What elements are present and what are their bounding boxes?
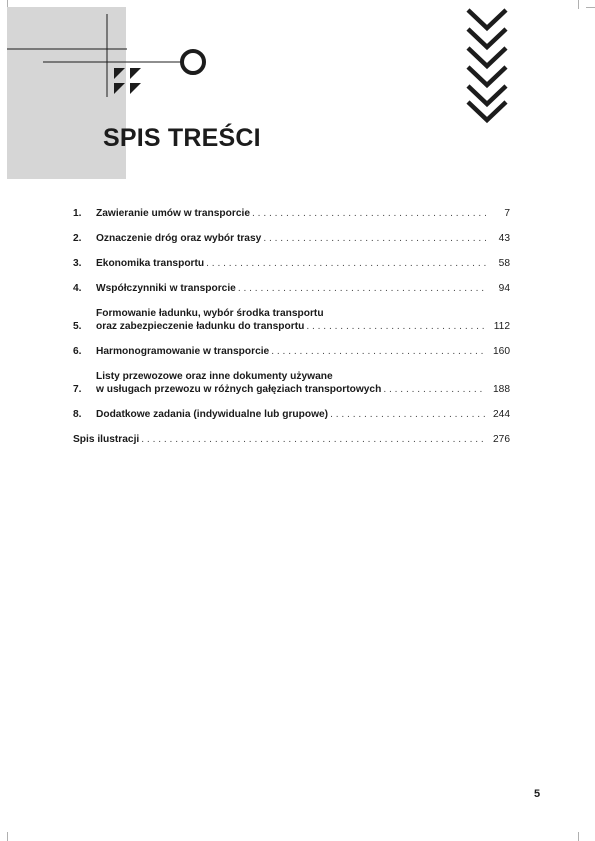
- toc-entry[interactable]: [73, 307, 510, 333]
- triangle-icon: [130, 83, 141, 94]
- page-title: SPIS TREŚCI: [103, 124, 261, 152]
- page-number: 5: [534, 788, 541, 800]
- toc-entry-page: 7: [504, 208, 510, 219]
- dot-leader: [204, 257, 486, 270]
- dot-leader: [304, 320, 486, 333]
- toc-entry-page: 112: [493, 321, 510, 332]
- toc-entry-number: 1.: [73, 208, 82, 219]
- triangle-icon: [114, 83, 125, 94]
- toc-entry-last-line: [96, 232, 510, 245]
- table-of-contents: [73, 207, 510, 458]
- toc-entry-number: 8.: [73, 409, 82, 420]
- toc-entry-title-line: Formowanie ładunku, wybór środka transportu: [96, 308, 324, 319]
- toc-entry-last-line: [96, 408, 510, 421]
- toc-entry[interactable]: [73, 232, 510, 245]
- toc-entry-title: Zawieranie umów w transporcie: [96, 208, 250, 219]
- toc-entry-number: 4.: [73, 283, 82, 294]
- dot-leader: [381, 383, 486, 396]
- toc-entry-page: 43: [498, 233, 510, 244]
- toc-entry-page: 94: [498, 283, 510, 294]
- toc-entry-body: [96, 257, 510, 270]
- toc-entry[interactable]: [73, 345, 510, 358]
- crop-mark-bottom-left: [7, 832, 8, 841]
- toc-entry-page: 58: [498, 258, 510, 269]
- dot-leader: [139, 433, 486, 446]
- toc-entry-title-line: Listy przewozowe oraz inne dokumenty używane: [96, 371, 333, 382]
- toc-entry[interactable]: [73, 370, 510, 396]
- toc-entry-page: 160: [493, 346, 510, 357]
- dot-leader: [250, 207, 486, 220]
- toc-entry-body: [96, 408, 510, 421]
- toc-entry-number: 2.: [73, 233, 82, 244]
- chevron-down-icon: [468, 48, 506, 66]
- dot-leader: [236, 282, 486, 295]
- chevron-stack: [462, 4, 512, 126]
- toc-entry-last-line: [96, 207, 510, 220]
- toc-entry-last-line: [96, 257, 510, 270]
- toc-entry-last-line: [96, 282, 510, 295]
- dot-leader: [328, 408, 486, 421]
- toc-entry-title: w usługach przewozu w różnych gałęziach transportowych: [96, 384, 382, 395]
- crop-mark-right-edge: [586, 7, 595, 8]
- toc-entry-number: 7.: [73, 384, 82, 395]
- toc-entry-last-line: [96, 383, 510, 396]
- toc-entry-page: 188: [493, 384, 510, 395]
- toc-entry-body: [96, 282, 510, 295]
- toc-entry-title: Współczynniki w transporcie: [96, 283, 236, 294]
- toc-entry[interactable]: [73, 408, 510, 421]
- toc-entry-title: Oznaczenie dróg oraz wybór trasy: [96, 233, 262, 244]
- toc-entry-title: oraz zabezpieczenie ładunku do transportu: [96, 321, 305, 332]
- triangle-icon: [130, 68, 141, 79]
- circle-icon: [182, 51, 204, 73]
- toc-entry-number: 6.: [73, 346, 82, 357]
- toc-entry[interactable]: [73, 257, 510, 270]
- dot-leader: [269, 345, 486, 358]
- toc-entry-page: 276: [493, 434, 510, 445]
- chevron-down-icon: [468, 10, 506, 28]
- toc-entry-page: 244: [493, 409, 510, 420]
- toc-entry-title: Harmonogramowanie w transporcie: [96, 346, 270, 357]
- toc-entry[interactable]: [73, 207, 510, 220]
- chevron-down-icon: [468, 29, 506, 47]
- toc-entry-body: [96, 370, 510, 396]
- toc-entry-last-line: [96, 345, 510, 358]
- toc-entry-body: [73, 433, 510, 446]
- header-decoration: [0, 0, 220, 110]
- toc-entry-last-line: [73, 433, 510, 446]
- dot-leader: [261, 232, 486, 245]
- chevron-down-icon: [468, 86, 506, 104]
- toc-entry-number: 3.: [73, 258, 82, 269]
- toc-entry-body: [96, 307, 510, 333]
- triangle-icon: [114, 68, 125, 79]
- crop-mark-top-right: [578, 0, 579, 9]
- toc-entry-number: 5.: [73, 321, 82, 332]
- toc-entry-body: [96, 232, 510, 245]
- chevron-down-icon: [468, 67, 506, 85]
- toc-entry-last-line: [96, 320, 510, 333]
- toc-entry-body: [96, 207, 510, 220]
- toc-entry-title: Ekonomika transportu: [96, 258, 205, 269]
- toc-entry-body: [96, 345, 510, 358]
- toc-entry[interactable]: [73, 282, 510, 295]
- crop-mark-bottom-right: [578, 832, 579, 841]
- toc-entry-title: Spis ilustracji: [73, 434, 140, 445]
- toc-entry-title: Dodatkowe zadania (indywidualne lub grupowe): [96, 409, 329, 420]
- toc-entry[interactable]: [73, 433, 510, 446]
